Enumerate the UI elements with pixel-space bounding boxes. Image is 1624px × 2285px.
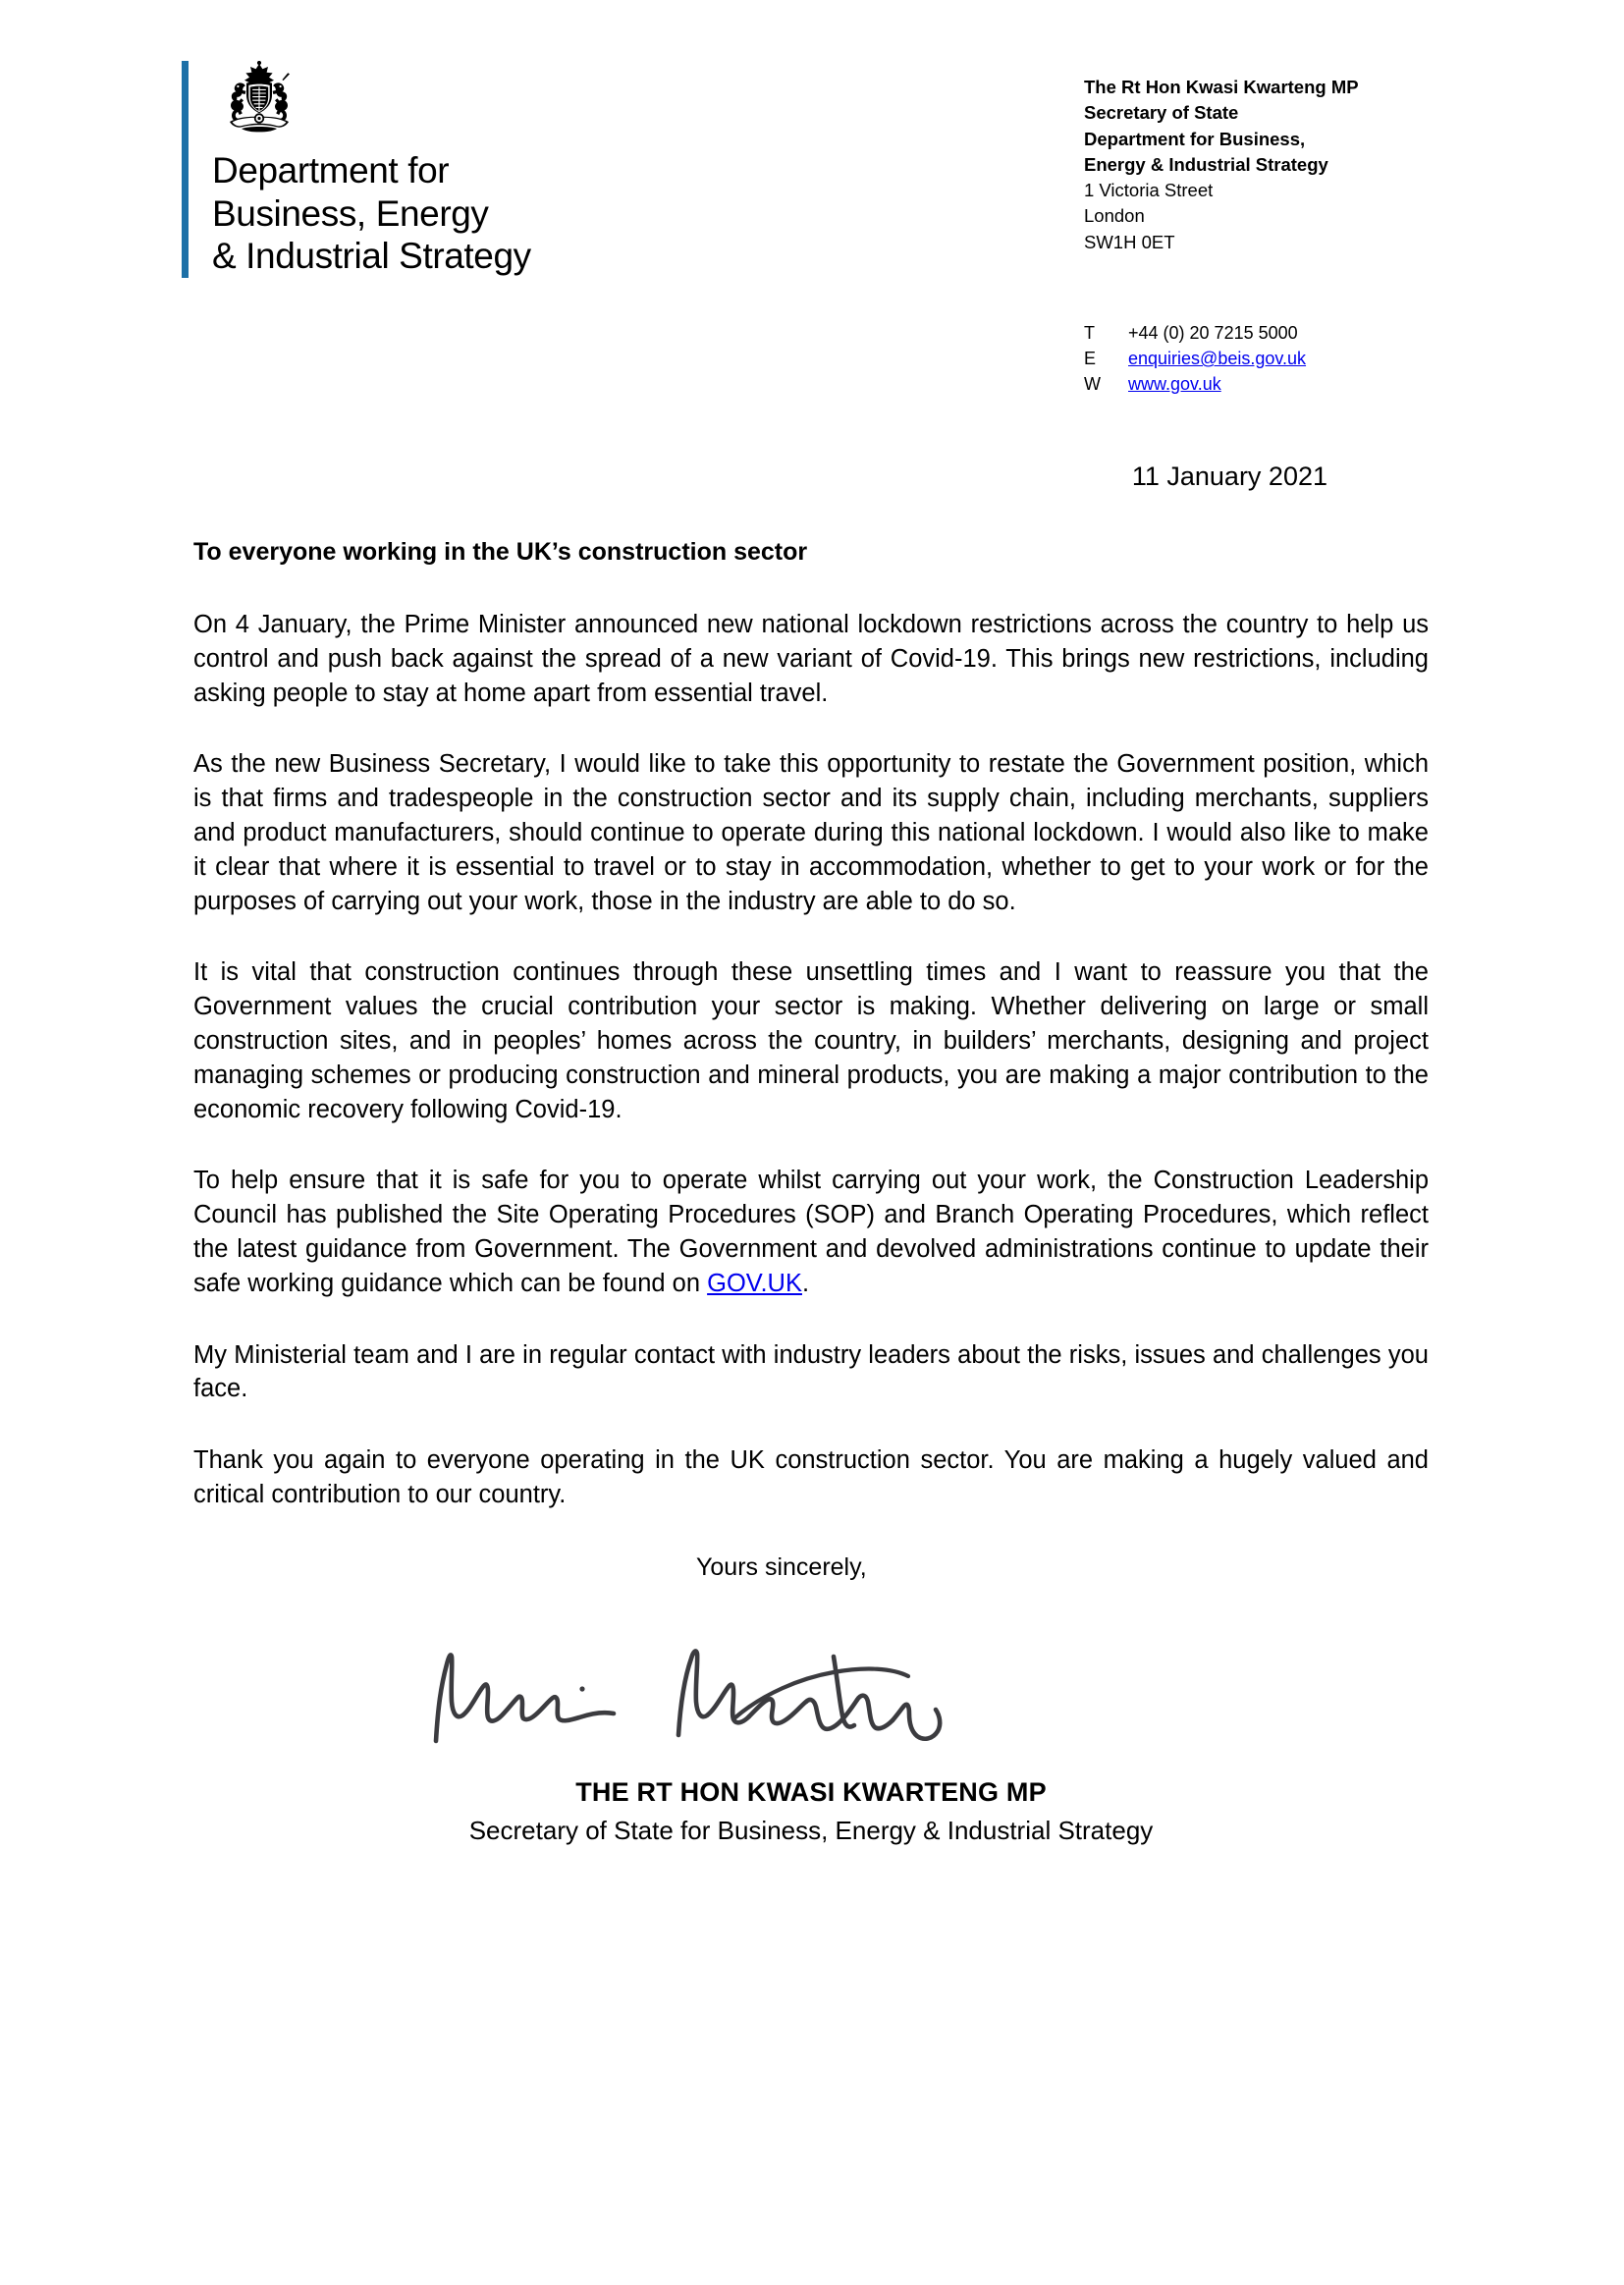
paragraph-3: It is vital that construction continues through these unsettling times and I want to reassure you that the Government values the crucial contribution your sector is making. Whether delivering on large or small construction sites, and in peoples’ homes across the country, in builders’ merchants, designing and project managing schemes or producing construction and mineral products, you are making a major contribution to the economic recovery following Covid-19. xyxy=(193,958,1429,1123)
contact-row-telephone xyxy=(1084,320,1306,346)
paragraph-1: On 4 January, the Prime Minister announced new national lockdown restrictions across the country to help us control and push back against the spread of a new variant of Covid-19. This brings new restrictions, including asking people to stay at home apart from essential travel. xyxy=(193,611,1429,707)
govuk-link[interactable]: GOV.UK xyxy=(707,1269,802,1297)
contact-block xyxy=(1084,320,1306,397)
sender-department-line-1: Department for Business, xyxy=(1084,128,1306,149)
contact-row-email xyxy=(1084,346,1306,371)
sender-address-block xyxy=(1084,75,1359,255)
sender-role: Secretary of State xyxy=(1084,102,1239,124)
letterhead xyxy=(0,0,1624,422)
letter-body xyxy=(193,538,1429,1846)
logo-line-3: & Industrial Strategy xyxy=(212,236,531,277)
paragraph-4-text-after-link: . xyxy=(801,1269,810,1297)
logo-body xyxy=(212,61,531,278)
sender-postcode: SW1H 0ET xyxy=(1084,231,1175,252)
salutation: To everyone working in the UK’s construction sector xyxy=(193,538,808,566)
email-link[interactable]: enquiries@beis.gov.uk xyxy=(1128,349,1307,369)
logo-accent-bar xyxy=(182,61,189,278)
email-label: E xyxy=(1084,349,1097,369)
handwritten-signature xyxy=(193,1592,1429,1773)
royal-coat-of-arms-icon xyxy=(212,61,306,141)
paragraph-5: My Ministerial team and I are in regular contact with industry leaders about the risks, issues and challenges you face. xyxy=(193,1340,1429,1403)
paragraph-4 xyxy=(193,1164,1429,1300)
paragraph-4-text-before-link: To help ensure that it is safe for you to operate whilst carrying out your work, the Construction Leadership Council has published the Site Operating Procedures (SOP) and Branch Operating Procedures, which reflect the latest guidance from Government. The Government and devolved administrations continue to update their safe working guidance which can be found on xyxy=(193,1167,1429,1297)
sender-department-line-2: Energy & Industrial Strategy xyxy=(1084,153,1328,175)
paragraph-2: As the new Business Secretary, I would like to take this opportunity to restate the Government position, which is that firms and tradespeople in the construction sector and its supply chain, including merchants, suppliers and product manufacturers, should continue to operate during this national lockdown. I would also like to make it clear that where it is essential to travel or to stay in accommodation, whether to get to your work or for the purposes of carrying out your work, those in the industry are able to do so. xyxy=(193,750,1429,915)
logo-line-2: Business, Energy xyxy=(212,192,489,234)
sender-street: 1 Victoria Street xyxy=(1084,180,1214,201)
department-logo xyxy=(182,61,531,278)
sender-city: London xyxy=(1084,205,1145,227)
closing-name: THE RT HON KWASI KWARTENG MP xyxy=(575,1776,1047,1807)
telephone-label: T xyxy=(1084,323,1095,343)
sender-name: The Rt Hon Kwasi Kwarteng MP xyxy=(1084,77,1359,97)
website-link[interactable]: www.gov.uk xyxy=(1128,374,1221,395)
closing-block xyxy=(193,1777,1429,1846)
website-label: W xyxy=(1084,374,1101,395)
closing-title: Secretary of State for Business, Energy & Industrial Strategy xyxy=(468,1815,1154,1845)
letter-date: 11 January 2021 xyxy=(1131,462,1327,491)
logo-line-1: Department for xyxy=(212,150,450,190)
contact-row-website xyxy=(1084,371,1306,397)
signoff: Yours sincerely, xyxy=(696,1552,867,1581)
paragraph-6: Thank you again to everyone operating in the UK construction sector. You are making a hugely valued and critical contribution to our country. xyxy=(193,1446,1429,1508)
telephone-value: +44 (0) 20 7215 5000 xyxy=(1128,323,1298,343)
